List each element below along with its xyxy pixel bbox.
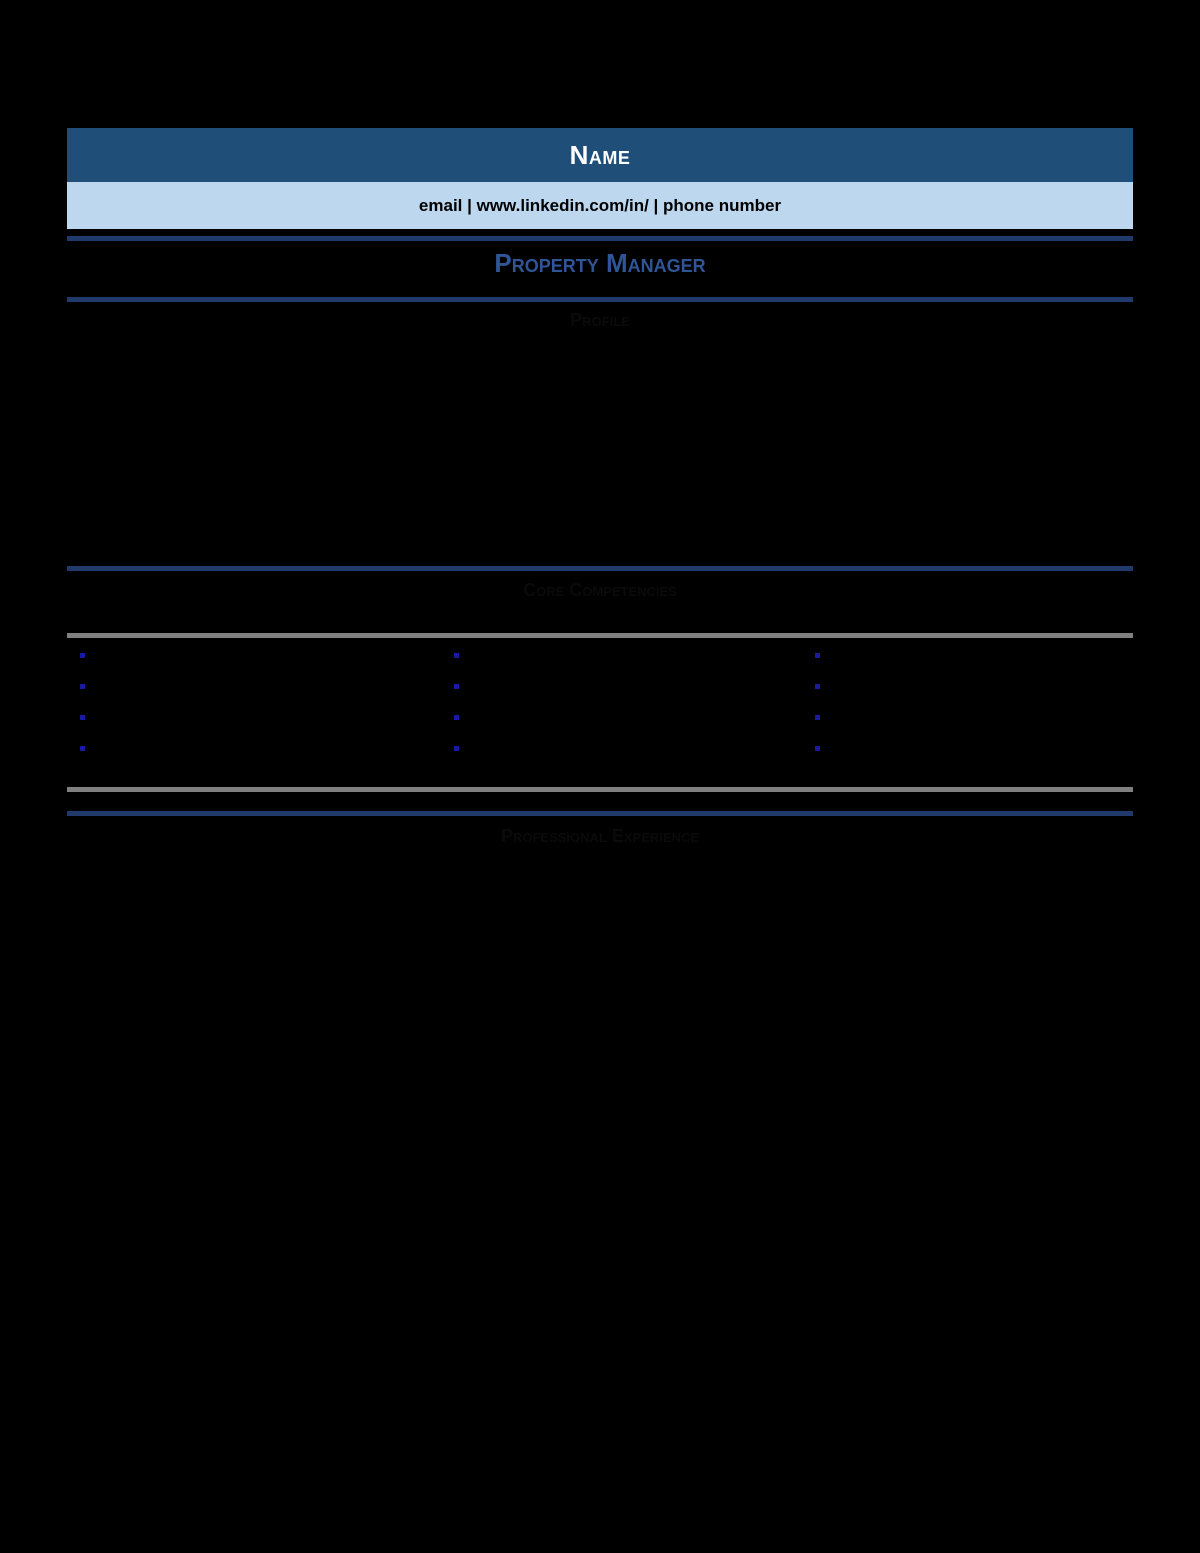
experience-heading: Professional Experience (500, 826, 700, 846)
name-banner (67, 128, 1133, 182)
divider-profile (67, 297, 1133, 302)
competencies-column-3 (815, 640, 1155, 764)
divider-experience (67, 811, 1133, 816)
bullet-icon (815, 715, 820, 720)
divider-competencies (67, 566, 1133, 571)
competencies-bottom-rule (67, 787, 1133, 792)
bullet-icon (80, 715, 85, 720)
competency-item (80, 671, 420, 702)
bullet-icon (80, 653, 85, 658)
competency-item (454, 733, 794, 764)
competency-item (80, 733, 420, 764)
candidate-name: Name (569, 139, 631, 170)
job-title: Property Manager (494, 248, 706, 278)
bullet-icon (454, 746, 459, 751)
competency-item (815, 640, 1155, 671)
competency-item (454, 702, 794, 733)
bullet-icon (80, 746, 85, 751)
divider-top (67, 236, 1133, 241)
bullet-icon (815, 684, 820, 689)
competencies-heading: Core Competencies (523, 580, 677, 600)
competencies-column-2 (454, 640, 794, 764)
contact-banner (67, 182, 1133, 229)
competencies-column-1 (80, 640, 420, 764)
competencies-grid (80, 640, 1130, 770)
bullet-icon (454, 653, 459, 658)
bullet-icon (815, 653, 820, 658)
competency-item (815, 702, 1155, 733)
competency-item (80, 702, 420, 733)
contact-line: email | www.linkedin.com/in/ | phone number (418, 195, 782, 215)
bullet-icon (454, 684, 459, 689)
bullet-icon (80, 684, 85, 689)
competency-item (815, 733, 1155, 764)
profile-heading: Profile (570, 310, 630, 330)
competency-item (80, 640, 420, 671)
competency-item (454, 671, 794, 702)
competencies-top-rule (67, 633, 1133, 638)
bullet-icon (815, 746, 820, 751)
competency-item (815, 671, 1155, 702)
bullet-icon (454, 715, 459, 720)
competency-item (454, 640, 794, 671)
